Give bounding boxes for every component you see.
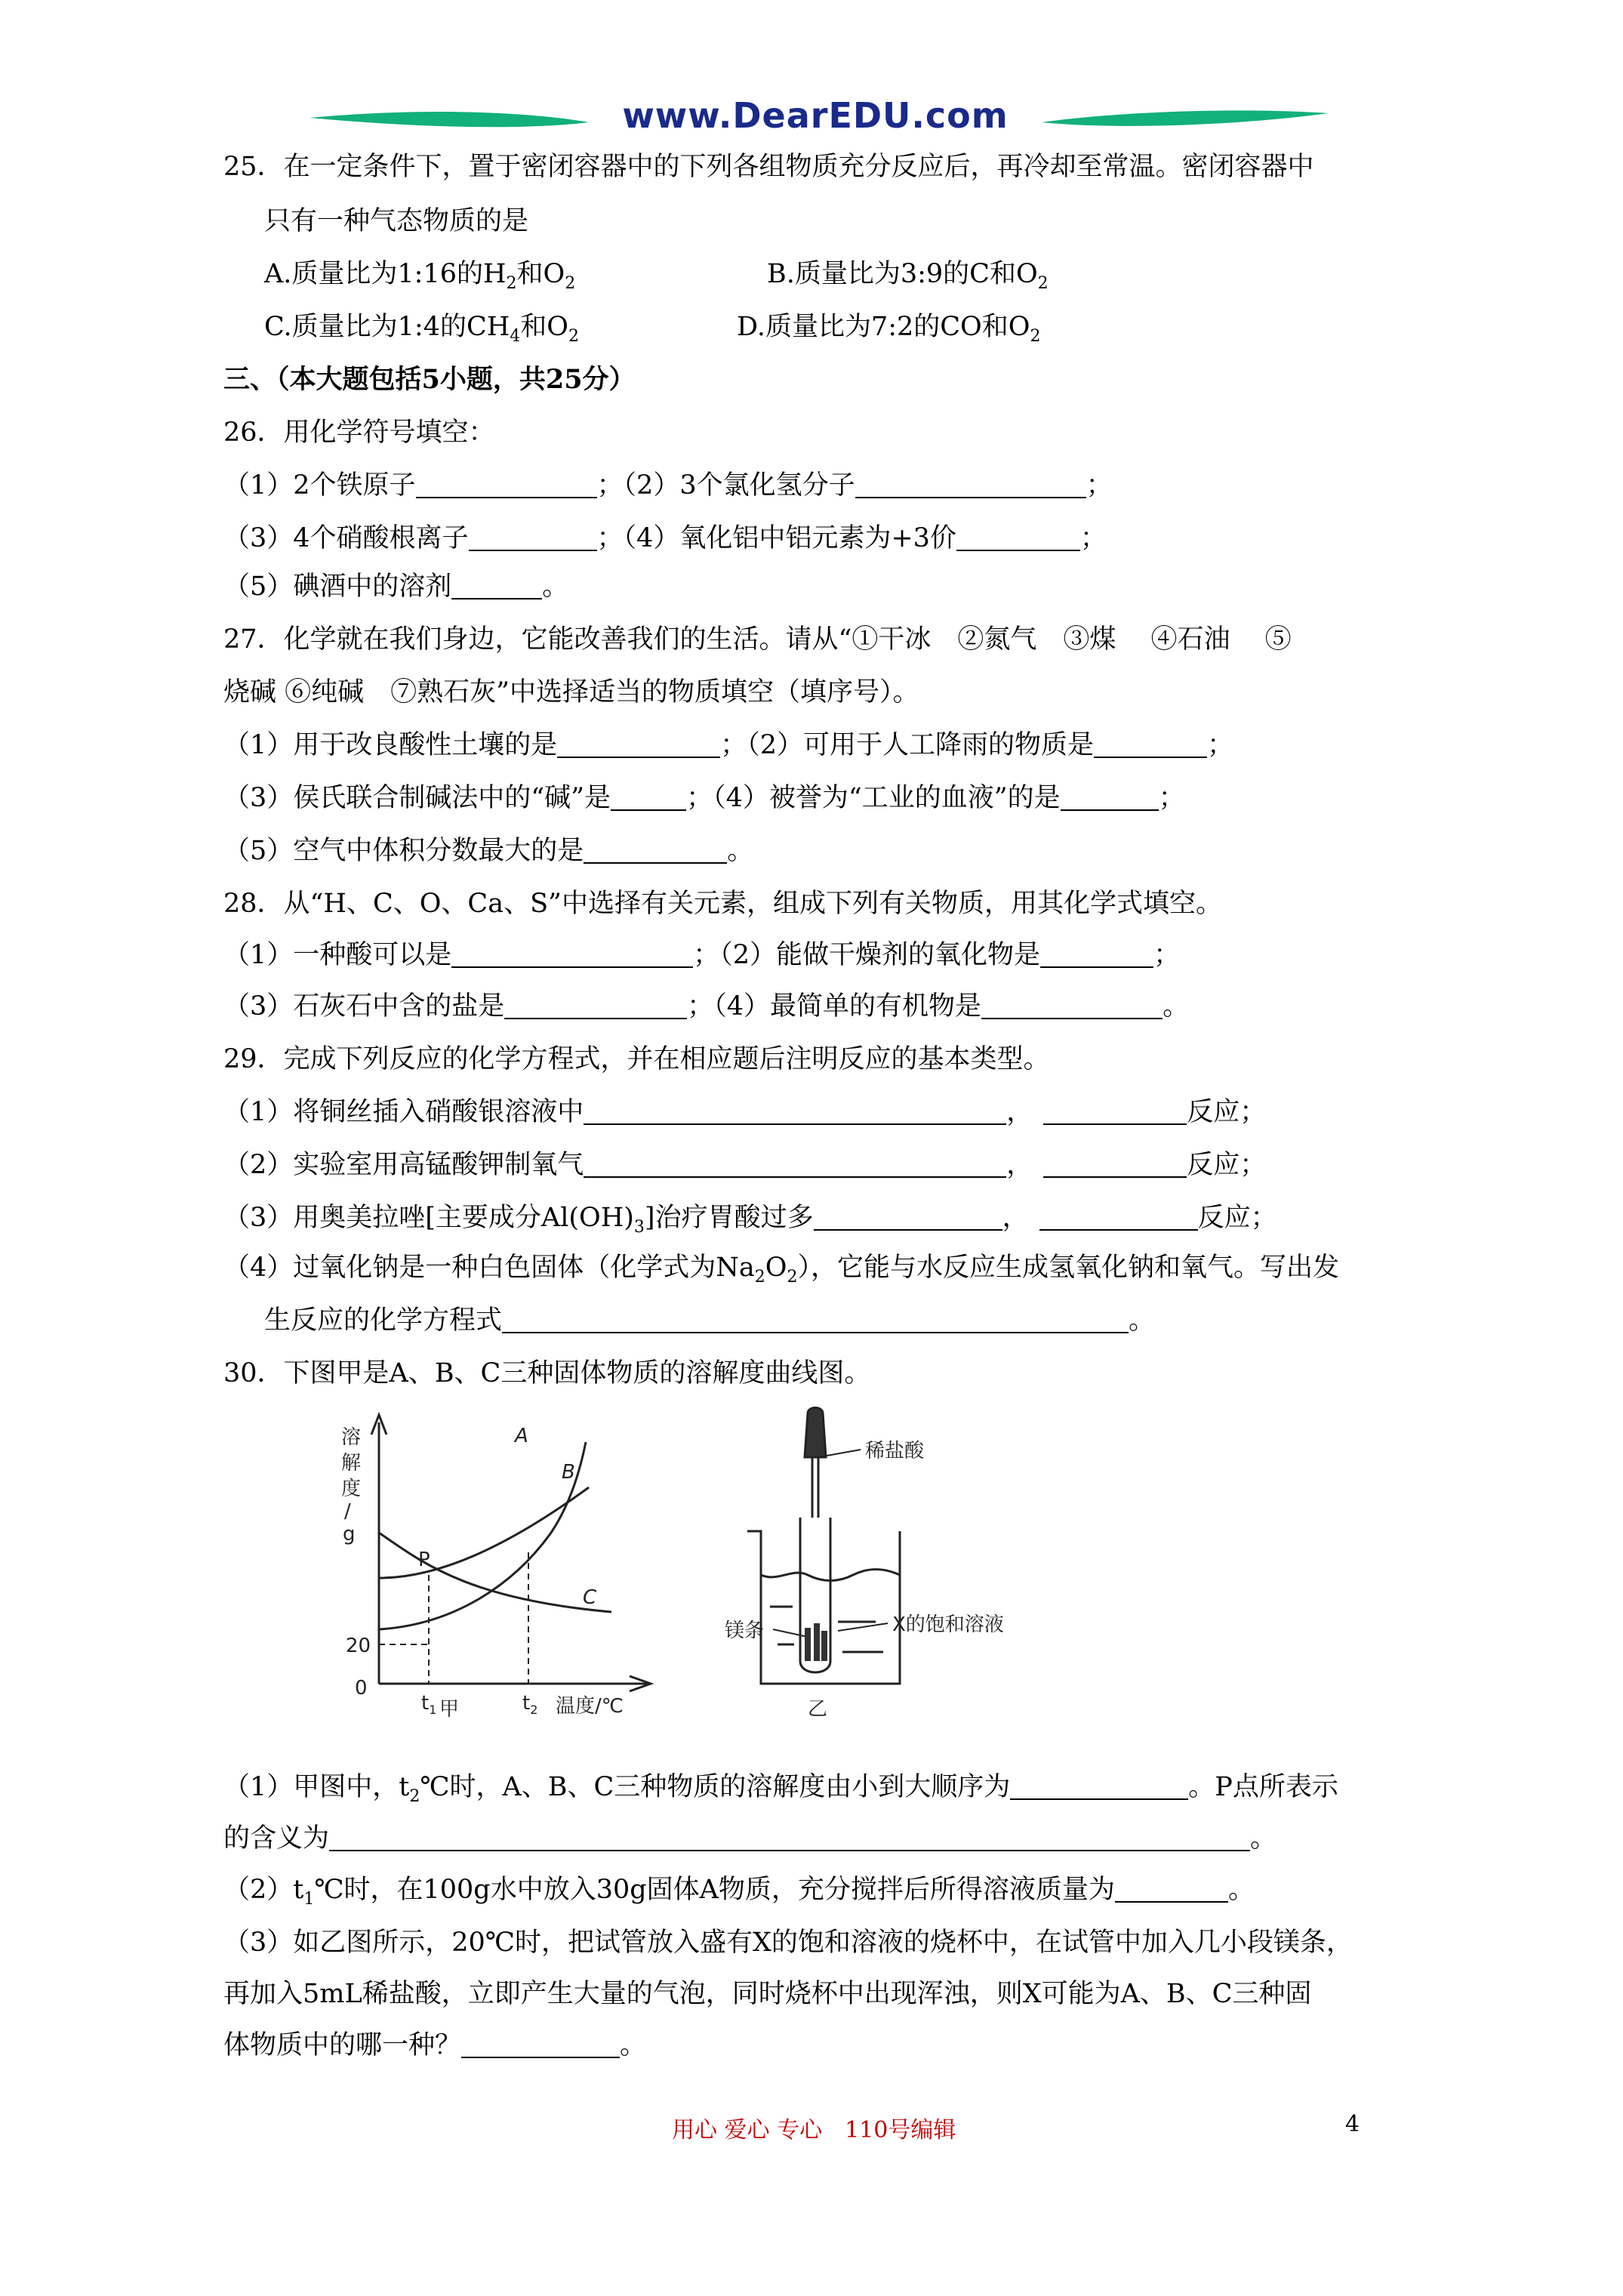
answer-blank[interactable]	[329, 1824, 1250, 1851]
apparatus-figure	[725, 1404, 1147, 1721]
y-label-char: g	[343, 1523, 356, 1546]
q28-stem: 28．从“H、C、O、Ca、S”中选择有关元素，组成下列有关物质，用其化学式填空。	[223, 889, 1222, 919]
tick-t2: $t_2$	[522, 1692, 538, 1717]
q25-option-d: D.质量比为7:2的CO和$O_2$	[737, 312, 1041, 346]
magnesium-strip	[821, 1631, 827, 1661]
q26-line2: （3）4个硝酸根离子 ；（4）氧化铝中铝元素为+3价 ；	[223, 523, 1107, 553]
q30-part1-line2: 的含义为 。	[223, 1823, 1277, 1854]
answer-blank[interactable]	[416, 471, 597, 498]
y-label-char: 解	[341, 1452, 362, 1475]
leader-x	[838, 1623, 888, 1631]
page-number: 4	[1345, 2111, 1360, 2137]
x-axis-label: 温度/℃	[556, 1695, 624, 1718]
q27-stem-line1: 27．化学就在我们身边，它能改善我们的生活。请从“①干冰 ②氮气 ③煤 ④石油 ⑤	[223, 624, 1292, 655]
answer-blank[interactable]	[557, 731, 720, 758]
answer-blank[interactable]	[584, 1098, 1006, 1125]
answer-blank[interactable]	[1039, 1203, 1198, 1231]
answer-blank[interactable]	[855, 471, 1086, 498]
origin-label: 0	[355, 1677, 368, 1700]
curve-c-label: C	[583, 1586, 597, 1609]
q30-stem: 30．下图甲是A、B、C三种固体物质的溶解度曲线图。	[223, 1358, 871, 1388]
site-logo: www.DearEDU.com	[622, 95, 1009, 136]
answer-blank[interactable]	[1094, 731, 1207, 758]
q30-part2: $(2)t_1℃$时，在100g水中放入30g固体A物质，充分搅拌后所得溶液质量为 。	[223, 1875, 1255, 1909]
answer-blank[interactable]	[461, 2031, 620, 2058]
q28-line1: （1）一种酸可以是 ；（2）能做干燥剂的氧化物是 ；	[223, 940, 1181, 970]
q29-line1: （1）将铜丝插入硝酸银溶液中 ， 反应；	[223, 1097, 1267, 1127]
q26-line1: （1）2个铁原子 ；（2）3个氯化氢分子 ；	[223, 470, 1113, 501]
dropper-bulb	[805, 1408, 826, 1458]
figure-caption-yi: 乙	[808, 1698, 828, 1721]
q30-part3-line3: 体物质中的哪一种？ 。	[223, 2030, 647, 2060]
answer-blank[interactable]	[451, 941, 693, 968]
curve-a-label: A	[515, 1425, 528, 1447]
solubility-figure	[325, 1404, 687, 1721]
q26-stem: 26．用化学符号填空：	[223, 418, 495, 448]
q29-line3: （3）用奥美拉唑[主要成分$Al(OH)_3$]治疗胃酸过多 ， 反应；	[223, 1203, 1277, 1237]
curve-b	[379, 1487, 589, 1578]
section-heading: 三、（本大题包括5小题，共25分）	[223, 364, 636, 395]
leader-mg	[773, 1629, 808, 1637]
q25-option-c: C.质量比为1:4的$CH_4$和$O_2$	[264, 312, 579, 346]
q30-part3-line2: 再加入5mL稀盐酸，立即产生大量的气泡，同时烧杯中出现浑浊，则X可能为A、B、C三种固	[223, 1979, 1312, 2009]
label-saturated-solution: X的饱和溶液	[892, 1613, 1004, 1636]
q27-stem-line2: 烧碱 ⑥纯碱 ⑦熟石灰”中选择适当的物质填空（填序号）。	[223, 677, 919, 707]
q29-line5: 生反应的化学方程式 。	[264, 1305, 1156, 1336]
answer-blank[interactable]	[956, 524, 1080, 551]
point-p-label: P	[418, 1549, 430, 1571]
q28-line2: （3）石灰石中含的盐是 ；（4）最简单的有机物是 。	[223, 991, 1190, 1022]
magnesium-strip	[814, 1623, 820, 1661]
footer-text: 用心 爱心 专心 110号编辑	[672, 2117, 956, 2143]
magnesium-strip	[805, 1628, 811, 1661]
answer-blank[interactable]	[1010, 1773, 1188, 1800]
tick-t1: $t_1$	[421, 1692, 437, 1717]
answer-blank[interactable]	[1043, 1098, 1187, 1125]
q25-option-b: B.质量比为3:9的C和$O_2$	[767, 259, 1049, 293]
y-label-char: /	[344, 1500, 351, 1523]
figure-caption-jia: 甲	[439, 1698, 460, 1721]
q29-stem: 29．完成下列反应的化学方程式，并在相应题后注明反应的基本类型。	[223, 1044, 1050, 1074]
answer-blank[interactable]	[1061, 784, 1159, 811]
answer-blank[interactable]	[981, 992, 1163, 1019]
q26-line3: （5）碘酒中的溶剂 。	[223, 572, 569, 602]
y-label-char: 度	[341, 1478, 362, 1500]
answer-blank[interactable]	[814, 1203, 1002, 1231]
tick-20: 20	[346, 1635, 371, 1657]
answer-blank[interactable]	[504, 992, 687, 1019]
y-label-char: 溶	[341, 1426, 362, 1449]
answer-blank[interactable]	[611, 784, 686, 811]
answer-blank[interactable]	[469, 524, 597, 551]
q30-part1-line1: （1）甲图中，$t_2℃$时，A、B、C三种物质的溶解度由小到大顺序为 。P点所表示	[223, 1772, 1338, 1806]
q30-part3-line1: （3）如乙图所示，20℃时，把试管放入盛有X的饱和溶液的烧杯中，在试管中加入几小段镁条，	[223, 1928, 1353, 1958]
q29-line2: （2）实验室用高锰酸钾制氧气 ， 反应；	[223, 1150, 1267, 1180]
answer-blank[interactable]	[1043, 1151, 1187, 1178]
answer-blank[interactable]	[502, 1306, 1129, 1333]
q25-option-a: A.质量比为1:16的$H_2$和$O_2$	[264, 259, 576, 293]
q27-line3: （5）空气中体积分数最大的是 。	[223, 836, 754, 866]
q25-stem-line1: 25．在一定条件下，置于密闭容器中的下列各组物质充分反应后，再冷却至常温。密闭容器中	[223, 152, 1314, 182]
answer-blank[interactable]	[1040, 941, 1153, 968]
curve-b-label: B	[562, 1461, 575, 1484]
q25-stem-line2: 只有一种气态物质的是	[264, 206, 529, 236]
answer-blank[interactable]	[584, 1151, 1006, 1178]
q29-line4: （4）过氧化钠是一种白色固体（化学式为$Na_2O_2$），它能与水反应生成氢氧化钠和氧气。写出发	[223, 1253, 1339, 1287]
q27-line1: （1）用于改良酸性土壤的是 ；（2）可用于人工降雨的物质是 ；	[223, 730, 1234, 760]
label-magnesium: 镁条	[725, 1620, 765, 1642]
q27-line2: （3）侯氏联合制碱法中的“碱”是 ；（4）被誉为“工业的血液”的是 ；	[223, 783, 1185, 813]
label-dilute-hcl: 稀盐酸	[865, 1440, 925, 1462]
curve-a	[379, 1442, 586, 1629]
answer-blank[interactable]	[451, 572, 542, 599]
answer-blank[interactable]	[584, 837, 727, 864]
answer-blank[interactable]	[1115, 1875, 1228, 1903]
